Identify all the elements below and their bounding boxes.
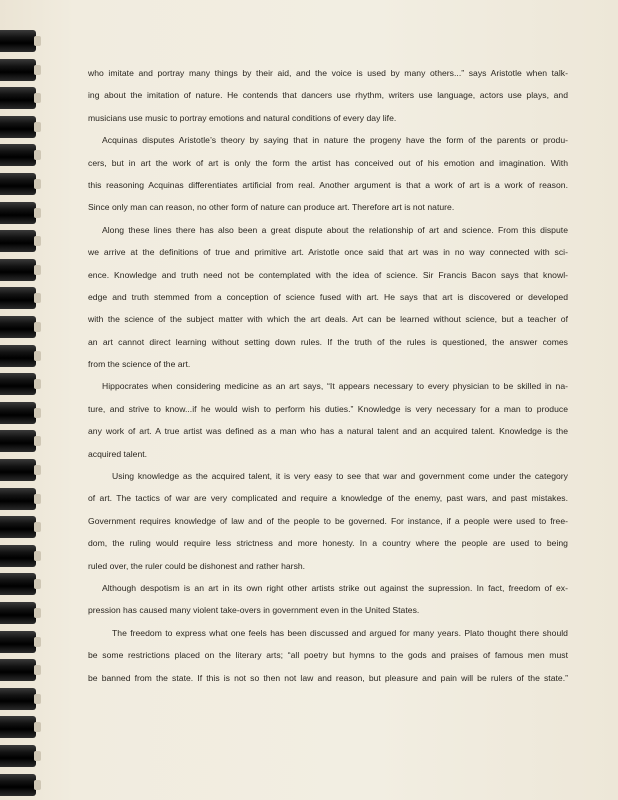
- binding-ring: [0, 59, 36, 81]
- binding-ring: [0, 716, 36, 738]
- binding-ring: [0, 688, 36, 710]
- body-text: [88, 62, 568, 689]
- binding-ring: [0, 573, 36, 595]
- text-line: we arrive at the definitions of true and primitive art. Aristotle once said that art was in no way connected with sci-: [88, 247, 568, 258]
- binding-ring: [0, 373, 36, 395]
- binding-ring: [0, 173, 36, 195]
- text-line: Acquinas disputes Aristotle’s theory by saying that in nature the progeny have the form of the parents or produ-: [102, 135, 568, 146]
- binding-ring: [0, 430, 36, 452]
- text-line: Hippocrates when considering medicine as an art says, “It appears necessary to every physician to be skilled in na-: [102, 381, 568, 392]
- text-line: cers, but in art the work of art is only the form the artist has conceived out of his emotion and imagination. With: [88, 157, 568, 168]
- binding-ring: [0, 259, 36, 281]
- text-line: Government requires knowledge of law and of the people to be governed. For instance, if a people were used to free-: [88, 515, 568, 526]
- binding-ring: [0, 488, 36, 510]
- binding-ring: [0, 316, 36, 338]
- text-line: Although despotism is an art in its own right other artists strike out against the supression. In fact, freedom of ex-: [102, 582, 568, 593]
- binding-ring: [0, 116, 36, 138]
- binding-ring: [0, 745, 36, 767]
- text-line: of art. The tactics of war are very complicated and require a knowledge of the enemy, past wars, and past mistakes.: [88, 493, 568, 504]
- text-line: an art cannot direct learning without setting down rules. If the truth of the rules is questioned, the answer comes: [88, 336, 568, 347]
- text-line: this reasoning Acquinas differentiates artificial from real. Another argument is that a work of art is a work of reason.: [88, 179, 568, 190]
- text-line: pression has caused many violent take-overs in government even in the United States.: [88, 605, 420, 616]
- binding-ring: [0, 87, 36, 109]
- binding-ring: [0, 774, 36, 796]
- text-line: dom, the ruling would require less strictness and more honesty. In a country where the people are used to being: [88, 538, 568, 549]
- text-line: edge and truth stemmed from a conception of science fused with art. He says that art is discovered or developed: [88, 291, 568, 302]
- text-line: with the science of the subject matter with which the art deals. Art can be learned without science, but a teacher of: [88, 314, 568, 325]
- binding-ring: [0, 659, 36, 681]
- text-line: ture, and strive to know...if he would wish to perform his duties.” Knowledge is very necessary for a man to produce: [88, 403, 568, 414]
- binding-ring: [0, 30, 36, 52]
- text-line: ing about the imitation of nature. He contends that dancers use rhythm, writers use language, actors use plays, and: [88, 90, 568, 101]
- binding-ring: [0, 516, 36, 538]
- binding-ring: [0, 144, 36, 166]
- text-line: Along these lines there has also been a great dispute about the relationship of art and science. From this dispute: [102, 224, 568, 235]
- text-line: ence. Knowledge and truth need not be contemplated with the idea of science. Sir Francis Bacon says that knowl-: [88, 269, 568, 280]
- binding-ring: [0, 287, 36, 309]
- text-line: any work of art. A true artist was defined as a man who has a natural talent and an acquired talent. Knowledge is the: [88, 426, 568, 437]
- spiral-binding: [0, 0, 42, 800]
- text-line: be some restrictions placed on the literary arts; “all poetry but hymns to the gods and praises of famous men must: [88, 650, 568, 661]
- binding-ring: [0, 459, 36, 481]
- text-line: musicians use music to portray emotions and natural conditions of every day life.: [88, 112, 397, 123]
- binding-ring: [0, 631, 36, 653]
- binding-ring: [0, 230, 36, 252]
- text-line: who imitate and portray many things by their aid, and the voice is used by many others...” says Aristotle when talk-: [88, 68, 568, 78]
- text-line: be banned from the state. If this is not so then not law and reason, but pleasure and pain will be rulers of the state.”: [88, 672, 568, 683]
- text-line: Since only man can reason, no other form of nature can produce art. Therefore art is not nature.: [88, 202, 455, 213]
- binding-ring: [0, 545, 36, 567]
- binding-ring: [0, 402, 36, 424]
- binding-ring: [0, 602, 36, 624]
- binding-ring: [0, 202, 36, 224]
- text-line: The freedom to express what one feels has been discussed and argued for many years. Plato thought there should: [112, 627, 568, 638]
- binding-ring: [0, 345, 36, 367]
- text-line: acquired talent.: [88, 448, 148, 459]
- text-line: Using knowledge as the acquired talent, it is very easy to see that war and government come under the category: [112, 471, 568, 482]
- text-line: ruled over, the ruler could be dishonest and rather harsh.: [88, 560, 306, 571]
- text-line: from the science of the art.: [88, 359, 191, 370]
